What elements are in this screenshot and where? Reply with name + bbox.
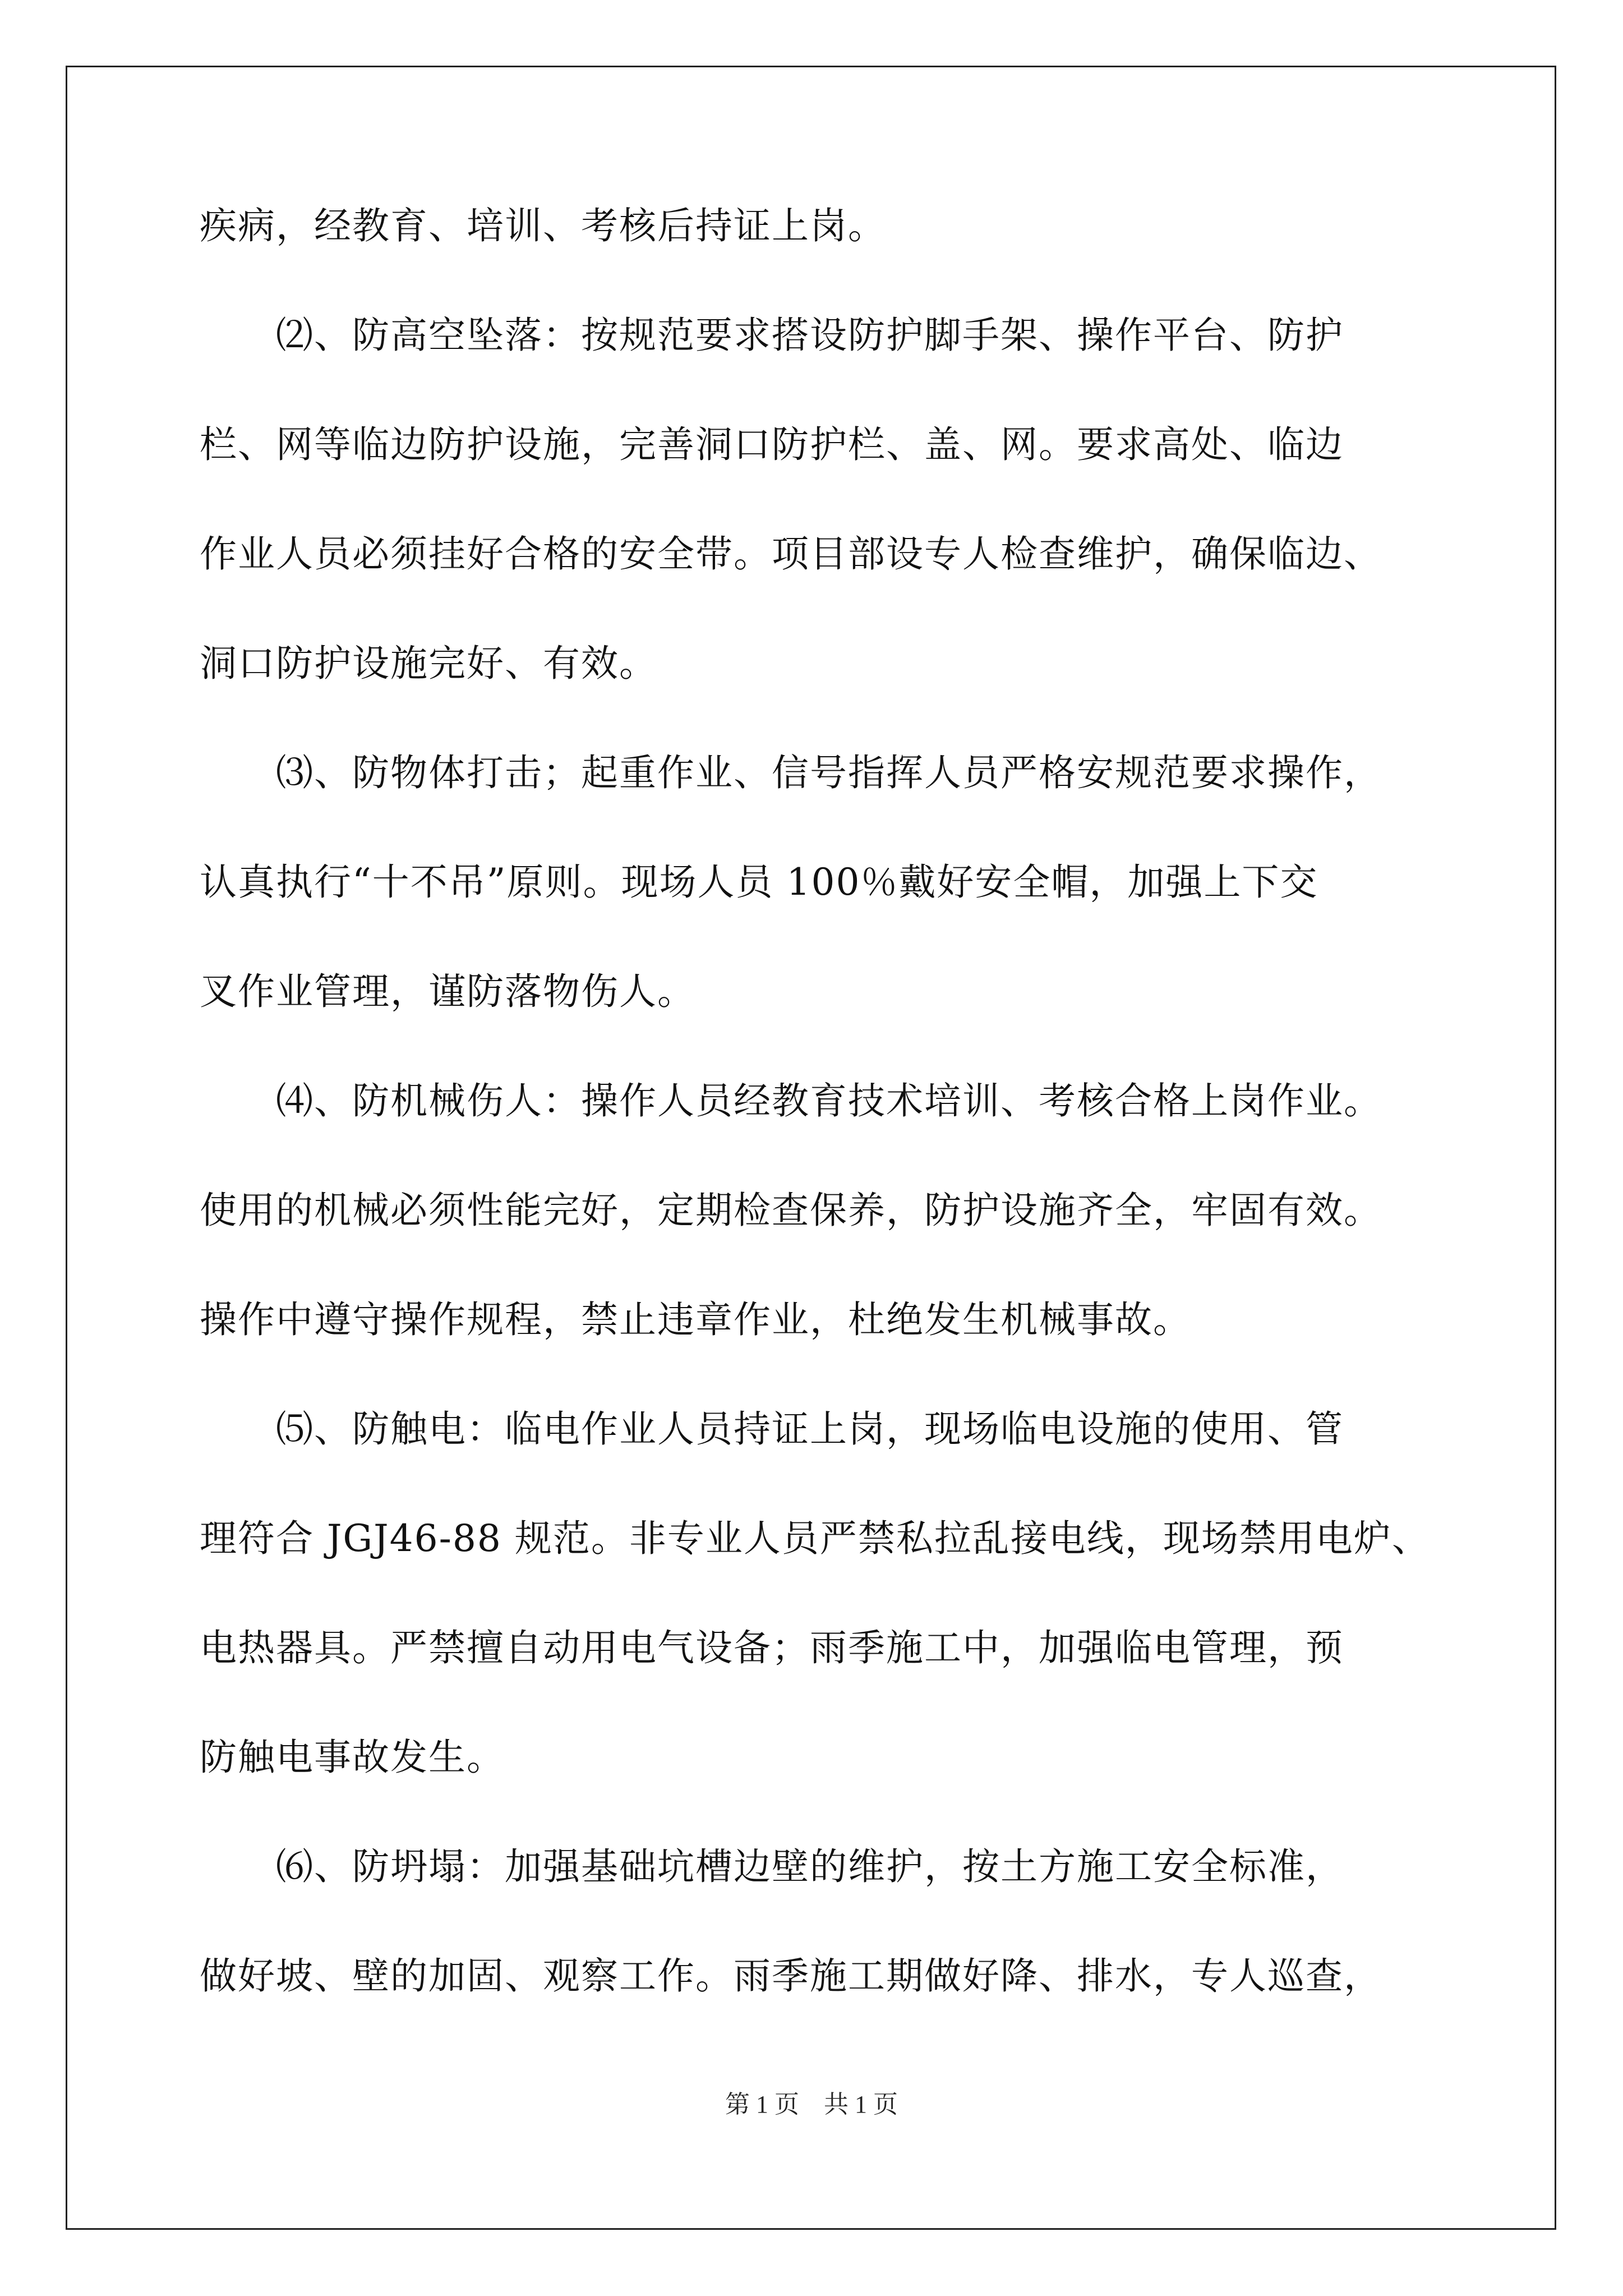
text-line: 理符合 JGJ46-88 规范。非专业人员严禁私拉乱接电线，现场禁用电炉、 xyxy=(200,1517,1430,1560)
text-line: ⑶、防物体打击；起重作业、信号指挥人员严格安规范要求操作， xyxy=(200,751,1382,794)
text-line: ⑹、防坍塌：加强基础坑槽边壁的维护，按土方施工安全标准， xyxy=(200,1845,1344,1888)
text-line: ⑷、防机械伤人：操作人员经教育技术培训、考核合格上岗作业。 xyxy=(200,1079,1382,1122)
text-line: 做好坡、壁的加固、观察工作。雨季施工期做好降、排水，专人巡查， xyxy=(200,1954,1382,1998)
text-line: 认真执行“十不吊”原则。现场人员 100％戴好安全帽，加强上下交 xyxy=(200,861,1318,904)
text-line: ⑸、防触电：临电作业人员持证上岗，现场临电设施的使用、管 xyxy=(200,1407,1344,1451)
page-footer: 第 1 页 共 1 页 xyxy=(725,2091,898,2118)
text-line: 防触电事故发生。 xyxy=(200,1736,505,1779)
text-line: 操作中遵守操作规程，禁止违章作业，杜绝发生机械事故。 xyxy=(200,1298,1191,1341)
document-body xyxy=(200,202,1445,2000)
text-line: 栏、网等临边防护设施，完善洞口防护栏、盖、网。要求高处、临边 xyxy=(200,423,1344,466)
text-line: 作业人员必须挂好合格的安全带。项目部设专人检查维护，确保临边、 xyxy=(200,532,1382,576)
text-line: 电热器具。严禁擅自动用电气设备；雨季施工中，加强临电管理，预 xyxy=(200,1626,1344,1669)
text-line: 洞口防护设施完好、有效。 xyxy=(200,642,657,685)
text-line: 疾病，经教育、培训、考核后持证上岗。 xyxy=(200,204,886,247)
text-line: 叉作业管理，谨防落物伤人。 xyxy=(200,970,695,1013)
text-line: ⑵、防高空坠落：按规范要求搭设防护脚手架、操作平台、防护 xyxy=(200,314,1344,357)
text-line: 使用的机械必须性能完好，定期检查保养，防护设施齐全，牢固有效。 xyxy=(200,1189,1382,1232)
